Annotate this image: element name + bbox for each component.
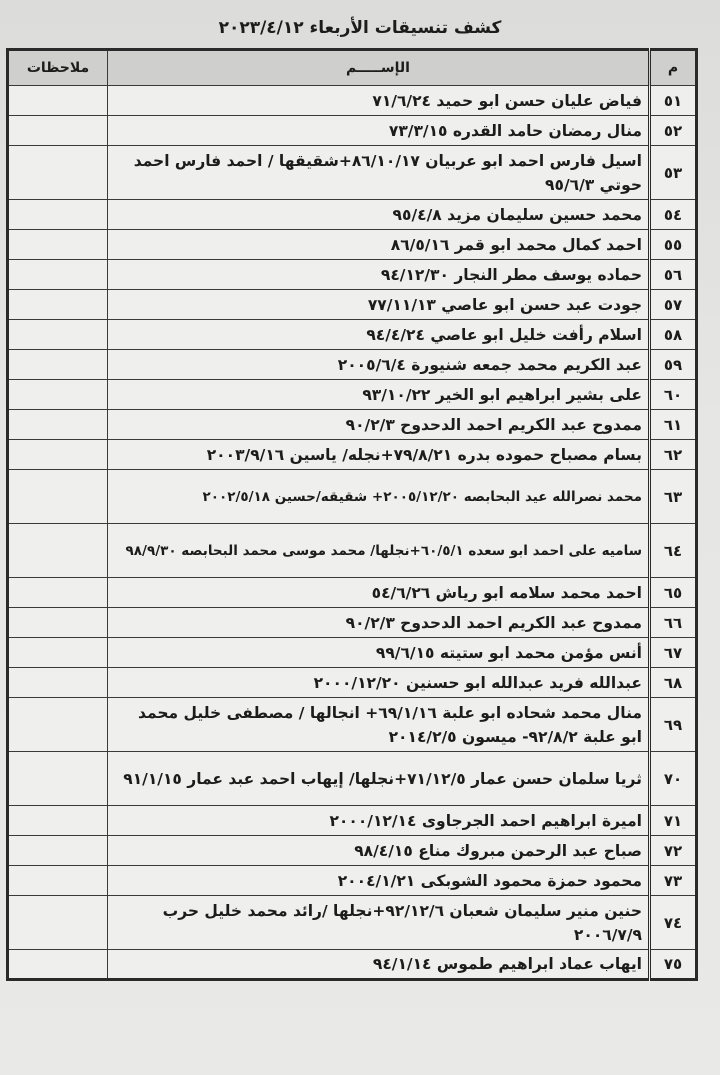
row-notes <box>8 260 108 290</box>
row-name: اميرة ابراهيم احمد الجرجاوى ٢٠٠٠/١٢/١٤ <box>108 806 650 836</box>
row-notes <box>8 836 108 866</box>
row-name: على بشير ابراهيم ابو الخير ٩٣/١٠/٢٢ <box>108 380 650 410</box>
table-row <box>8 290 697 320</box>
row-name: بسام مصباح حموده بدره ٧٩/٨/٢١+نجله/ ياسين ٢٠٠٣/٩/١٦ <box>108 440 650 470</box>
row-name: اسلام رأفت خليل ابو عاصي ٩٤/٤/٢٤ <box>108 320 650 350</box>
row-notes <box>8 578 108 608</box>
row-number: ٧٣ <box>650 866 697 896</box>
row-name: حماده يوسف مطر النجار ٩٤/١٢/٣٠ <box>108 260 650 290</box>
table-body <box>8 86 697 980</box>
row-number: ٦٣ <box>650 470 697 524</box>
header-notes: ملاحظات <box>8 50 108 86</box>
row-number: ٥٩ <box>650 350 697 380</box>
row-number: ٥٧ <box>650 290 697 320</box>
row-name: أنس مؤمن محمد ابو ستيته ٩٩/٦/١٥ <box>108 638 650 668</box>
row-number: ٦٥ <box>650 578 697 608</box>
header-number: م <box>650 50 697 86</box>
row-notes <box>8 896 108 950</box>
table-row <box>8 638 697 668</box>
row-notes <box>8 698 108 752</box>
row-notes <box>8 380 108 410</box>
row-number: ٥٦ <box>650 260 697 290</box>
table-row <box>8 200 697 230</box>
table-row <box>8 350 697 380</box>
table-row <box>8 578 697 608</box>
row-notes <box>8 668 108 698</box>
row-number: ٦٧ <box>650 638 697 668</box>
row-notes <box>8 350 108 380</box>
row-number: ٦٦ <box>650 608 697 638</box>
row-name: فياض عليان حسن ابو حميد ٧١/٦/٢٤ <box>108 86 650 116</box>
table-row <box>8 896 697 950</box>
row-notes <box>8 806 108 836</box>
row-number: ٦٩ <box>650 698 697 752</box>
row-notes <box>8 752 108 806</box>
row-notes <box>8 116 108 146</box>
table-row <box>8 866 697 896</box>
row-notes <box>8 320 108 350</box>
row-number: ٧٤ <box>650 896 697 950</box>
row-notes <box>8 200 108 230</box>
row-name: عبدالله فريد عبدالله ابو حسنين ٢٠٠٠/١٢/٢٠ <box>108 668 650 698</box>
row-number: ٧٥ <box>650 950 697 980</box>
row-name: اسيل فارس احمد ابو عربيان ٨٦/١٠/١٧+شقيقها / احمد فارس احمد حوتي ٩٥/٦/٣ <box>108 146 650 200</box>
table-row <box>8 950 697 980</box>
row-name: ثريا سلمان حسن عمار ٧١/١٢/٥+نجلها/ إيهاب احمد عبد عمار ٩١/١/١٥ <box>108 752 650 806</box>
row-number: ٦٠ <box>650 380 697 410</box>
table-row <box>8 470 697 524</box>
row-notes <box>8 524 108 578</box>
row-name: ممدوح عبد الكريم احمد الدحدوح ٩٠/٢/٣ <box>108 410 650 440</box>
table-row <box>8 806 697 836</box>
row-notes <box>8 230 108 260</box>
row-notes <box>8 410 108 440</box>
table-row <box>8 698 697 752</box>
table-row <box>8 320 697 350</box>
row-number: ٥٣ <box>650 146 697 200</box>
row-number: ٦٤ <box>650 524 697 578</box>
table-row <box>8 410 697 440</box>
row-notes <box>8 950 108 980</box>
row-number: ٦٨ <box>650 668 697 698</box>
row-name: احمد محمد سلامه ابو رياش ٥٤/٦/٢٦ <box>108 578 650 608</box>
row-number: ٦١ <box>650 410 697 440</box>
row-number: ٧٠ <box>650 752 697 806</box>
row-name: محمد حسين سليمان مزيد ٩٥/٤/٨ <box>108 200 650 230</box>
row-name: صباح عبد الرحمن مبروك مناع ٩٨/٤/١٥ <box>108 836 650 866</box>
row-notes <box>8 638 108 668</box>
row-number: ٥٥ <box>650 230 697 260</box>
row-number: ٧١ <box>650 806 697 836</box>
row-name: منال رمضان حامد القدره ٧٣/٣/١٥ <box>108 116 650 146</box>
header-name: الإســـــم <box>108 50 650 86</box>
table-row <box>8 752 697 806</box>
row-notes <box>8 470 108 524</box>
row-notes <box>8 608 108 638</box>
row-name: ممدوح عبد الكريم احمد الدحدوح ٩٠/٢/٣ <box>108 608 650 638</box>
row-number: ٥٤ <box>650 200 697 230</box>
table-row <box>8 608 697 638</box>
row-name: جودت عبد حسن ابو عاصي ٧٧/١١/١٣ <box>108 290 650 320</box>
row-name: ساميه على احمد ابو سعده ٦٠/٥/١+نجلها/ محمد موسى محمد البحابصه ٩٨/٩/٣٠ <box>108 524 650 578</box>
document-title: كشف تنسيقات الأربعاء ٢٠٢٣/٤/١٢ <box>218 18 502 38</box>
table-row <box>8 836 697 866</box>
row-number: ٥٢ <box>650 116 697 146</box>
table-row <box>8 260 697 290</box>
table-header <box>8 50 697 86</box>
row-name: عبد الكريم محمد جمعه شنيورة ٢٠٠٥/٦/٤ <box>108 350 650 380</box>
row-notes <box>8 290 108 320</box>
table-row <box>8 668 697 698</box>
table-row <box>8 116 697 146</box>
row-number: ٥١ <box>650 86 697 116</box>
table-row <box>8 146 697 200</box>
row-name: منال محمد شحاده ابو علبة ٦٩/١/١٦+ انجالها / مصطفى خليل محمد ابو علبة ٩٢/٨/٢- ميسون ٢٠١٤/٢/٥ <box>108 698 650 752</box>
table-row <box>8 440 697 470</box>
row-notes <box>8 146 108 200</box>
row-name: ايهاب عماد ابراهيم طموس ٩٤/١/١٤ <box>108 950 650 980</box>
row-name: محمد نصرالله عيد البحابصه ٢٠٠٥/١٢/٢٠+ شقيقه/حسين ٢٠٠٢/٥/١٨ <box>108 470 650 524</box>
row-notes <box>8 86 108 116</box>
row-notes <box>8 866 108 896</box>
row-number: ٧٢ <box>650 836 697 866</box>
row-name: احمد كمال محمد ابو قمر ٨٦/٥/١٦ <box>108 230 650 260</box>
row-notes <box>8 440 108 470</box>
row-name: محمود حمزة محمود الشوبكى ٢٠٠٤/١/٢١ <box>108 866 650 896</box>
table-row <box>8 230 697 260</box>
table-row <box>8 380 697 410</box>
table-row <box>8 524 697 578</box>
table-row <box>8 86 697 116</box>
names-table <box>6 48 698 981</box>
row-number: ٥٨ <box>650 320 697 350</box>
row-name: حنين منير سليمان شعبان ٩٢/١٢/٦+نجلها /رائد محمد خليل حرب ٢٠٠٦/٧/٩ <box>108 896 650 950</box>
row-number: ٦٢ <box>650 440 697 470</box>
